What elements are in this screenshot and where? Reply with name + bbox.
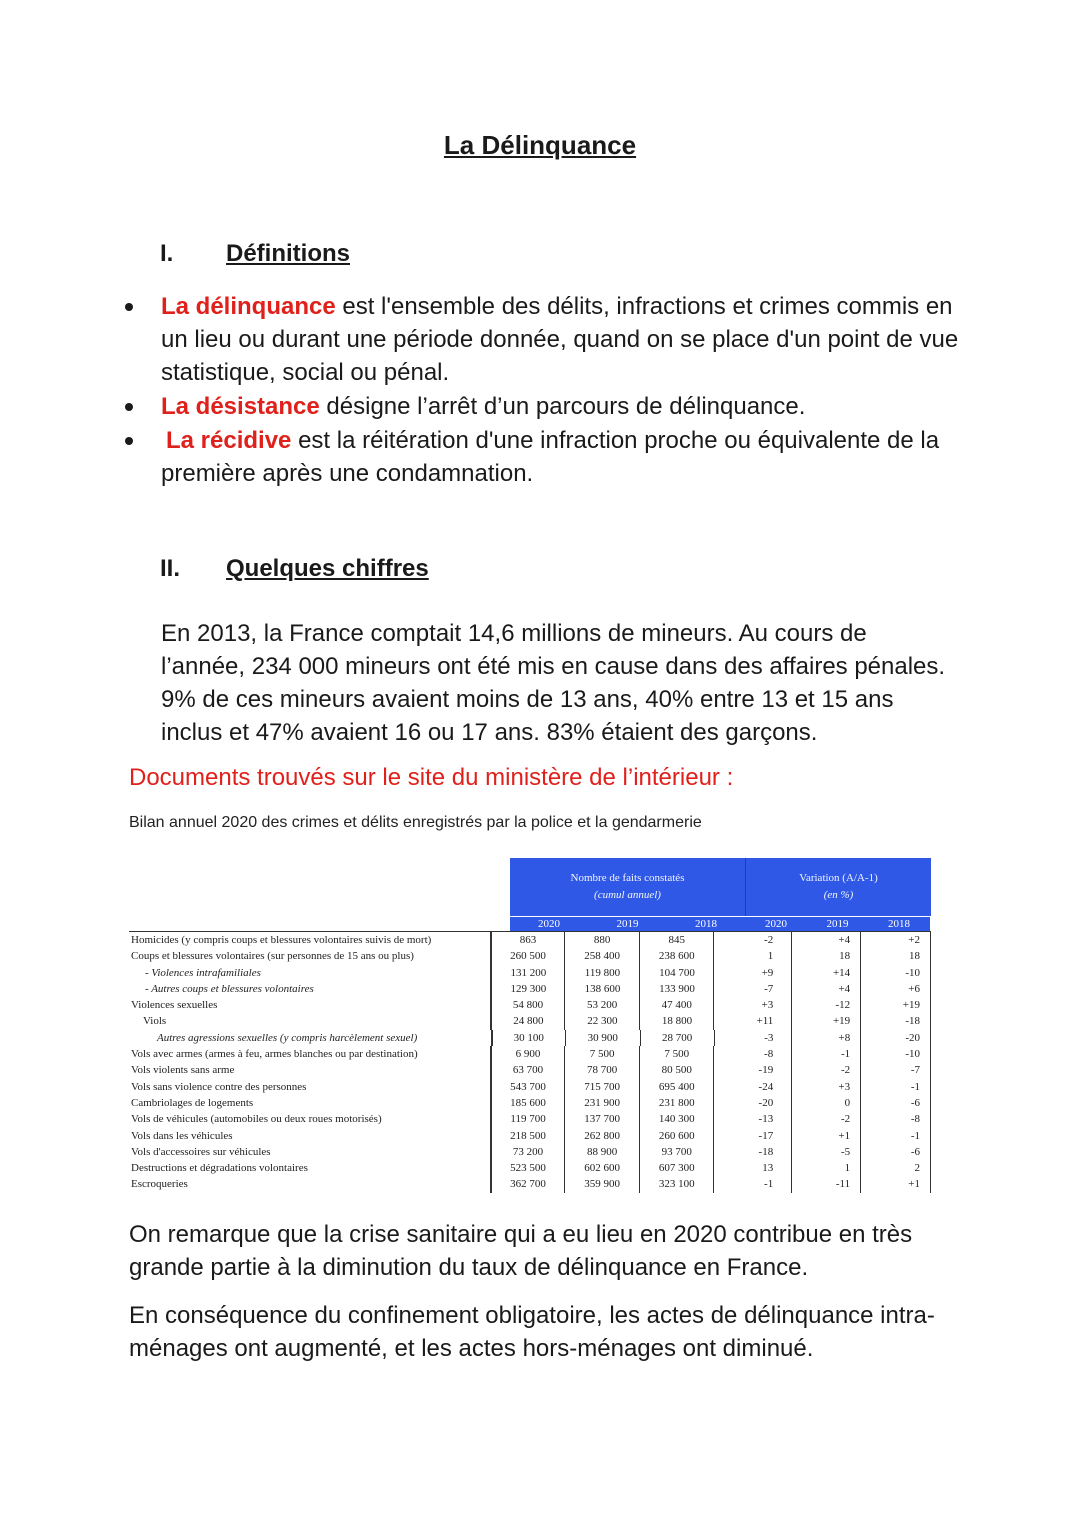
table-cell: +4 [791,981,861,997]
table-cell: +6 [861,981,931,997]
stats-paragraph: En 2013, la France comptait 14,6 millions de mineurs. Au cours de l’année, 234 000 mineurs ont été mis en cause dans des affaires pénales. 9% de ces mineurs avaient moins de 13 ans, 40% entre 13 et 15 ans inclus et 47% avaient 16 ou 17 ans. 83% étaient des garçons. [161,620,946,746]
table-cell: -10 [861,1046,931,1062]
table-cell: 7 500 [640,1046,714,1062]
table-cell: -7 [861,1062,931,1078]
table-cell: 2 [861,1160,931,1176]
table-cell: 1 [791,1160,861,1176]
table-cell: 53 200 [565,997,640,1013]
table-cell: 138 600 [565,981,640,997]
table-cell: +9 [761,966,774,979]
table-cell: +1 [791,1128,861,1144]
table-cell: +1 [861,1176,931,1192]
bullet-icon [125,303,133,311]
table-cell: 88 900 [565,1144,640,1160]
table-cell: -13 [758,1113,774,1126]
table-caption: Bilan annuel 2020 des crimes et délits enregistrés par la police et la gendarmerie [129,814,702,831]
row-label: Vols violents sans arme [129,1062,491,1078]
column-header: 2019 [807,916,868,931]
table-cell: 129 300 [491,981,565,997]
table-cell: 523 500 [491,1160,565,1176]
column-header: 2019 [588,916,667,931]
row-label: - Autres coups et blessures volontaires [129,981,491,997]
table-cell: -20 [758,1096,774,1109]
table-cell: 119 800 [565,965,640,981]
row-label: Vols d'accessoires sur véhicules [129,1144,491,1160]
table-cell: 359 900 [565,1176,640,1192]
table-cell: -8 [861,1111,931,1127]
section-heading-definitions [160,240,350,268]
page-title: La Délinquance [443,130,637,160]
header-group-variation [746,858,931,916]
table-cell: -2 [764,934,774,946]
table-cell: -20 [861,1030,931,1046]
table-cell: -2 [791,1062,861,1078]
table-cell: -3 [764,1031,774,1044]
table-cell: 260 600 [640,1128,714,1144]
table-cell: 880 [565,932,640,948]
header-group-counts [510,858,746,916]
table-cell: 7 500 [565,1046,640,1062]
table-cell: 262 800 [565,1128,640,1144]
table-cell: -6 [861,1144,931,1160]
bullet-icon [125,437,133,445]
row-label: Destructions et dégradations volontaires [129,1160,491,1176]
table-cell: 30 900 [566,1030,641,1046]
table-cell: 845 [640,932,714,948]
table-cell: 54 800 [491,997,565,1013]
list-item [161,424,981,490]
table-cell: 185 600 [491,1095,565,1111]
section-label: Définitions [226,240,350,267]
row-label: Vols avec armes (armes à feu, armes blanches ou par destination) [129,1046,491,1062]
table-cell: 607 300 [640,1160,714,1176]
table-cell: 238 600 [640,948,714,964]
table-row [129,1079,931,1095]
section-heading-figures [160,555,429,583]
table-body [129,932,931,1193]
table-cell: 362 700 [491,1176,565,1192]
table-cell: 231 800 [640,1095,714,1111]
table-row [129,965,931,981]
table-cell: +2 [861,932,931,948]
table-cell: 133 900 [640,981,714,997]
section-number: II. [160,555,181,582]
table-cell: -10 [861,965,931,981]
crime-statistics-table [129,858,931,1193]
table-cell: -19 [758,1064,774,1077]
row-label: Viols [129,1013,491,1029]
conclusion-paragraph-1: On remarque que la crise sanitaire qui a eu lieu en 2020 contribue en très grande partie à la diminution du taux de délinquance en France. [129,1221,913,1281]
table-cell: 18 800 [640,1013,714,1029]
table-cell: 260 500 [491,948,565,964]
row-label: Cambriolages de logements [129,1095,491,1111]
table-cell: -17 [758,1129,774,1142]
table-cell: -18 [758,1145,774,1158]
table-row [129,1030,931,1046]
table-cell: 131 200 [491,965,565,981]
table-cell: -24 [758,1080,774,1093]
table-row [129,1144,931,1160]
definition-term: La délinquance [161,293,336,320]
table-cell: -1 [791,1046,861,1062]
table-cell: -1 [861,1079,931,1095]
table-cell: 543 700 [491,1079,565,1095]
table-cell: 1 [767,950,774,963]
row-label: Vols sans violence contre des personnes [129,1079,491,1095]
definition-term: La récidive [166,427,292,454]
row-label: Violences sexuelles [129,997,491,1013]
definition-text: désigne l’arrêt d’un parcours de délinquance. [319,393,806,420]
definition-text: est la réitération d'une infraction proche ou équivalente de la première après une condamnation. [161,427,940,487]
table-cell: 47 400 [640,997,714,1013]
table-row [129,948,931,964]
table-cell: 258 400 [565,948,640,964]
table-cell: -6 [861,1095,931,1111]
table-cell: 18 [861,948,931,964]
header-group-subtitle: (en %) [823,889,854,901]
table-cell: 80 500 [640,1062,714,1078]
table-cell: -12 [791,997,861,1013]
table-cell: -1 [861,1128,931,1144]
row-label: - Violences intrafamiliales [129,965,491,981]
table-cell: +19 [861,997,931,1013]
table-cell: 22 300 [565,1013,640,1029]
table-cell: 30 100 [492,1030,566,1046]
table-header-groups [129,858,931,916]
table-cell: 24 800 [491,1013,565,1029]
table-row [129,1160,931,1176]
table-cell: 73 200 [491,1144,565,1160]
table-cell: +4 [791,932,861,948]
column-header: 2018 [868,916,930,931]
table-cell: +8 [791,1030,861,1046]
table-row [129,1095,931,1111]
row-label: Vols dans les véhicules [129,1128,491,1144]
row-label: Homicides (y compris coups et blessures volontaires suivis de mort) [129,932,491,948]
definition-text: est l'ensemble des délits, infractions et crimes commis en un lieu ou durant une période donnée, quand on se place d'un point de vue statistique, social ou pénal. [161,293,959,386]
definitions-list [161,290,981,491]
table-cell: +11 [756,1015,774,1028]
bullet-icon [125,403,133,411]
row-label: Vols de véhicules (automobiles ou deux roues motorisés) [129,1111,491,1127]
table-row [129,1176,931,1192]
table-cell: -11 [791,1176,861,1192]
table-row [129,1046,931,1062]
definition-term: La désistance [161,393,320,420]
table-row [129,997,931,1013]
table-cell: 78 700 [565,1062,640,1078]
table-cell: 0 [791,1095,861,1111]
table-cell: -8 [764,1048,774,1061]
table-header-years [129,916,931,931]
table-cell: 28 700 [641,1030,715,1046]
table-cell: 218 500 [491,1128,565,1144]
table-cell: 93 700 [640,1144,714,1160]
table-row [129,981,931,997]
table-row [129,932,931,948]
section-label: Quelques chiffres [226,555,429,582]
table-cell: 137 700 [565,1111,640,1127]
column-header: 2018 [667,916,745,931]
table-cell: 231 900 [565,1095,640,1111]
documents-heading: Documents trouvés sur le site du ministère de l’intérieur : [129,764,734,791]
table-cell: -18 [861,1013,931,1029]
table-cell: 602 600 [565,1160,640,1176]
table-cell: 18 [791,948,861,964]
table-row [129,1062,931,1078]
table-cell: -5 [791,1144,861,1160]
table-cell: +3 [791,1079,861,1095]
table-row [129,1128,931,1144]
table-cell: 140 300 [640,1111,714,1127]
row-label: Coups et blessures volontaires (sur personnes de 15 ans ou plus) [129,948,491,964]
row-label: Escroqueries [129,1176,491,1192]
table-cell: 695 400 [640,1079,714,1095]
table-cell: 6 900 [491,1046,565,1062]
header-group-title: Variation (A/A-1) [799,872,878,884]
header-group-title: Nombre de faits constatés [570,872,685,884]
table-cell: 715 700 [565,1079,640,1095]
table-cell: 863 [491,932,565,948]
table-row [129,1111,931,1127]
table-cell: -2 [791,1111,861,1127]
column-header: 2020 [510,916,588,931]
header-group-subtitle: (cumul annuel) [594,889,661,901]
list-item [161,290,981,389]
table-cell: 63 700 [491,1062,565,1078]
table-cell: 104 700 [640,965,714,981]
table-cell: 323 100 [640,1176,714,1192]
table-cell: +19 [791,1013,861,1029]
row-label: Autres agressions sexuelles (y compris harcèlement sexuel) [129,1030,492,1046]
section-number: I. [160,240,174,267]
table-cell: +3 [761,999,774,1012]
table-cell: +14 [791,965,861,981]
list-item [161,390,981,423]
table-row [129,1013,931,1029]
table-cell: 119 700 [491,1111,565,1127]
table-cell: -7 [764,982,774,995]
column-header: 2020 [745,916,807,931]
table-cell: 13 [762,1162,774,1175]
table-cell: -1 [764,1178,774,1191]
conclusion-paragraph-2: En conséquence du confinement obligatoire, les actes de délinquance intra-ménages ont augmenté, et les actes hors-ménages ont diminué. [129,1302,935,1362]
